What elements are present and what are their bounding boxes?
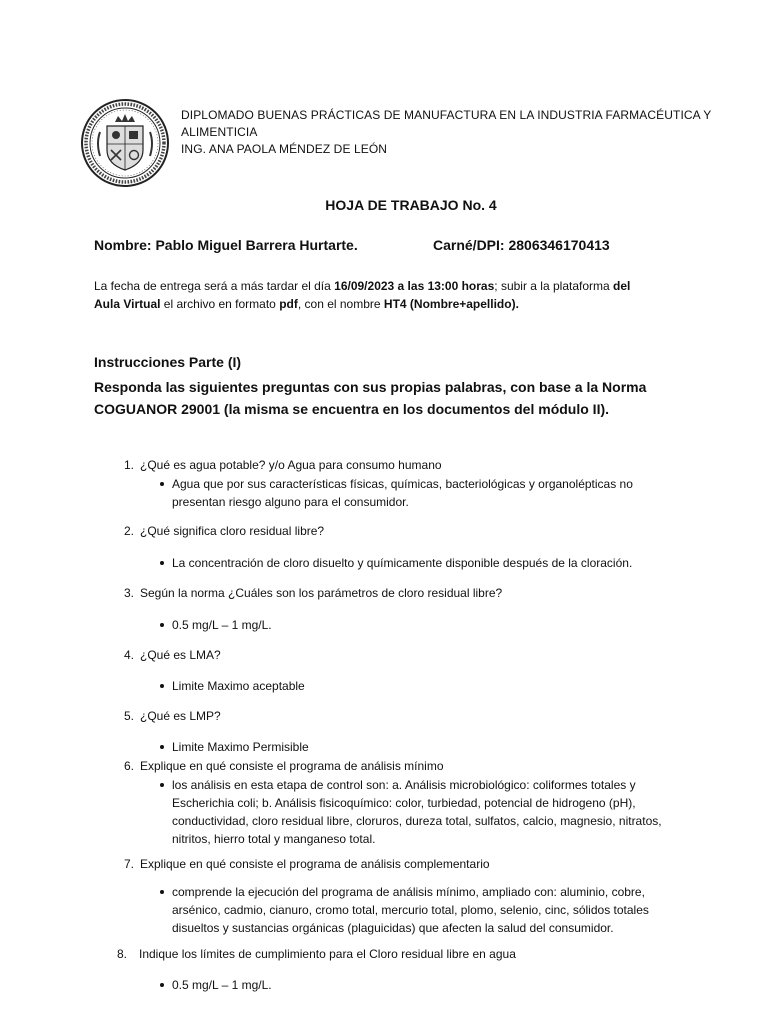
question-text: Según la norma ¿Cuáles son los parámetros de cloro residual libre? bbox=[140, 586, 503, 600]
instructions-body bbox=[94, 376, 714, 420]
question-text: ¿Qué es LMA? bbox=[140, 648, 221, 662]
question-number: 3. bbox=[123, 586, 134, 600]
answer-7 bbox=[172, 883, 649, 937]
delivery-platform-1: del bbox=[613, 279, 631, 293]
header-course-line-1: DIPLOMADO BUENAS PRÁCTICAS DE MANUFACTURA EN LA INDUSTRIA FARMACÉUTICA Y bbox=[181, 108, 712, 122]
answer-line: disueltos y sustancias orgánicas (plaguicidas) que afecten la salud del consumidor. bbox=[172, 921, 614, 935]
question-number: 1. bbox=[123, 458, 134, 472]
instructions-line-2: COGUANOR 29001 (la misma se encuentra en los documentos del módulo II). bbox=[94, 401, 610, 417]
question-text: Explique en qué consiste el programa de análisis mínimo bbox=[140, 759, 444, 773]
answer-line: presentan riesgo alguno para el consumidor. bbox=[172, 495, 409, 509]
student-info bbox=[94, 237, 754, 253]
bullet-icon bbox=[160, 890, 164, 894]
answer-line: Limite Maximo aceptable bbox=[172, 679, 305, 693]
answer-8 bbox=[172, 976, 272, 994]
answer-line: arsénico, cadmio, cianuro, cromo total, mercurio total, plomo, selenio, cinc, sólidos totales bbox=[172, 903, 649, 917]
bullet-icon bbox=[160, 783, 164, 787]
question-text: Explique en qué consiste el programa de análisis complementario bbox=[140, 857, 490, 871]
answer-line: Limite Maximo Permisible bbox=[172, 740, 309, 754]
header-instructor: ING. ANA PAOLA MÉNDEZ DE LEÓN bbox=[181, 142, 388, 156]
bullet-icon bbox=[160, 623, 164, 627]
answer-line: La concentración de cloro disuelto y químicamente disponible después de la cloración. bbox=[172, 556, 633, 570]
question-number: 7. bbox=[123, 857, 134, 871]
question-text: ¿Qué significa cloro residual libre? bbox=[140, 524, 325, 538]
answer-6 bbox=[172, 776, 662, 848]
answer-3 bbox=[172, 616, 272, 634]
question-number: 6. bbox=[123, 759, 134, 773]
header-course-line-2: ALIMENTICIA bbox=[181, 125, 258, 139]
answer-2 bbox=[172, 554, 632, 572]
delivery-date: 16/09/2023 a las 13:00 horas bbox=[334, 279, 495, 293]
question-text: ¿Qué es LMP? bbox=[140, 709, 221, 723]
bullet-icon bbox=[160, 684, 164, 688]
answer-line: Agua que por sus características físicas, químicas, bacteriológicas y organolépticas no bbox=[172, 477, 633, 491]
answer-line: los análisis en esta etapa de control son: a. Análisis microbiológico: coliformes totales y bbox=[172, 778, 636, 792]
delivery-text-3: el archivo en formato bbox=[160, 297, 280, 311]
bullet-icon bbox=[160, 482, 164, 486]
delivery-filename: HT4 (Nombre+apellido). bbox=[383, 297, 519, 311]
answer-line: 0.5 mg/L – 1 mg/L. bbox=[172, 618, 272, 632]
header-block bbox=[181, 107, 741, 158]
bullet-icon bbox=[160, 983, 164, 987]
question-number: 4. bbox=[123, 648, 134, 662]
delivery-text-1: La fecha de entrega será a más tardar el día bbox=[94, 279, 335, 293]
delivery-text-4: , con el nombre bbox=[297, 297, 384, 311]
bullet-icon bbox=[160, 745, 164, 749]
answer-4 bbox=[172, 677, 305, 695]
delivery-instructions bbox=[94, 277, 734, 313]
instructions-line-1: Responda las siguientes preguntas con sus propias palabras, con base a la Norma bbox=[94, 379, 647, 395]
delivery-text-2: ; subir a la plataforma bbox=[494, 279, 614, 293]
delivery-format: pdf bbox=[279, 297, 298, 311]
delivery-platform-2: Aula Virtual bbox=[94, 297, 161, 311]
question-text: ¿Qué es agua potable? y/o Agua para consumo humano bbox=[140, 458, 442, 472]
instructions-title: Instrucciones Parte (I) bbox=[94, 354, 242, 370]
university-seal-icon bbox=[80, 98, 170, 188]
answer-line: conductividad, cloro residual libre, cloruros, dureza total, sulfatos, calcio, magnesio, nitratos, bbox=[172, 814, 662, 828]
question-text: Indique los límites de cumplimiento para el Cloro residual libre en agua bbox=[139, 947, 516, 961]
answer-line: Escherichia coli; b. Análisis fisicoquímico: color, turbiedad, potencial de hidrogeno (pH), bbox=[172, 796, 636, 810]
answer-5 bbox=[172, 738, 309, 756]
student-name: Nombre: Pablo Miguel Barrera Hurtarte. bbox=[94, 237, 358, 253]
question-number: 8. bbox=[116, 947, 127, 961]
bullet-icon bbox=[160, 561, 164, 565]
answer-line: comprende la ejecución del programa de análisis mínimo, ampliado con: aluminio, cobre, bbox=[172, 885, 645, 899]
answer-line: nitritos, hierro total y manganeso total. bbox=[172, 832, 376, 846]
page-title: HOJA DE TRABAJO No. 4 bbox=[325, 197, 497, 213]
student-id: Carné/DPI: 2806346170413 bbox=[433, 237, 610, 253]
question-number: 5. bbox=[123, 709, 134, 723]
answer-line: 0.5 mg/L – 1 mg/L. bbox=[172, 978, 272, 992]
answer-1 bbox=[172, 475, 633, 511]
question-number: 2. bbox=[123, 524, 134, 538]
